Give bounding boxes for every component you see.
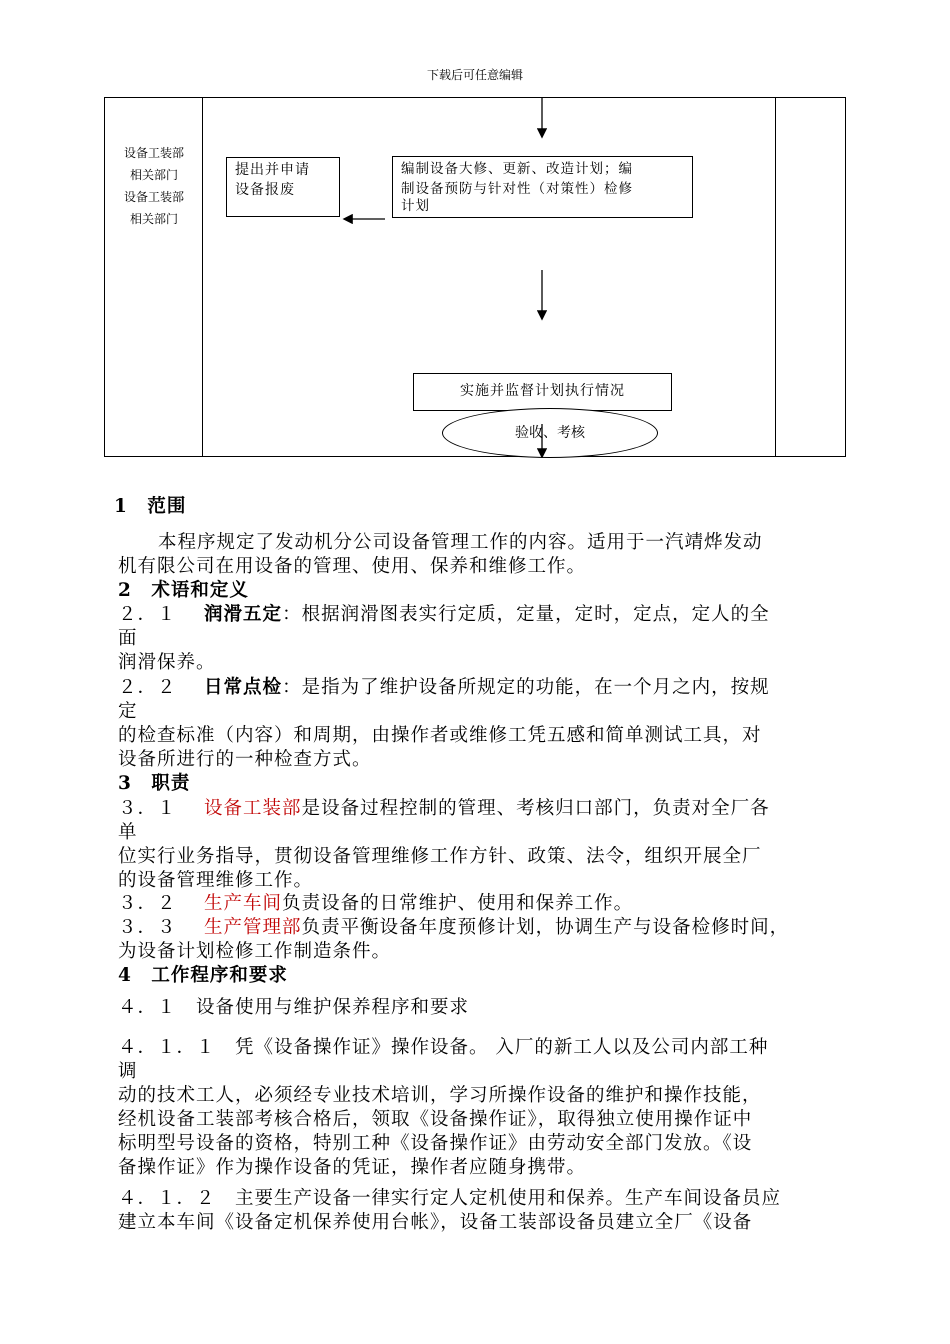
s31-dept: 设备工装部 (204, 798, 302, 819)
s411-line-5: 标明型号设备的资格，特别工种《设备操作证》由劳动安全部门发放。《设 (118, 1133, 753, 1154)
s411-line-3: 动的技术工人，必须经专业技术培训，学习所操作设备的维护和操作技能， (118, 1085, 762, 1106)
s41-heading: ４．１ 设备使用与维护保养程序和要求 (118, 997, 470, 1018)
s31-line-3: 位实行业务指导，贯彻设备管理维修工作方针、政策、法令，组织开展全厂 (118, 846, 762, 867)
s1-para-line-2: 机有限公司在用设备的管理、使用、保养和维修工作。 (118, 556, 587, 577)
s33-line-2: 为设备计划检修工作制造条件。 (118, 941, 392, 962)
plan-box-line-3: 计划 (401, 198, 430, 214)
scrap-box-line-1: 提出并申请 (235, 162, 310, 178)
s31-text: 是设备过程控制的管理、考核归口部门，负责对全厂各 (301, 798, 770, 819)
scrap-box-line-2: 设备报废 (235, 182, 295, 198)
s32-line-1 (118, 889, 633, 915)
header-note: 下载后可任意编辑 (426, 68, 523, 82)
s411-line-2: 调 (118, 1061, 138, 1082)
s21-text: ：根据润滑图表实行定质，定量，定时，定点，定人的全 (282, 604, 770, 625)
section-4-title: 4 工作程序和要求 (118, 965, 288, 986)
s31-number: ３．１ (118, 798, 177, 819)
s411-line-4: 经机设备工装部考核合格后，领取《设备操作证》，取得独立使用操作证中 (118, 1109, 753, 1130)
s21-term: 润滑五定 (204, 604, 283, 625)
plan-box-line-2: 制设备预防与针对性（对策性）检修 (401, 181, 633, 197)
s31-line-4: 的设备管理维修工作。 (118, 870, 314, 891)
s1-para-line-1: 本程序规定了发动机分公司设备管理工作的内容。适用于一汽靖烨发动 (158, 532, 763, 553)
s21-line-2: 面 (118, 628, 138, 649)
section-1-title: 1 范围 (114, 496, 187, 517)
s21-line-3: 润滑保养。 (118, 652, 216, 673)
s411-line-6: 备操作证》作为操作设备的凭证，操作者应随身携带。 (118, 1157, 587, 1178)
s32-dept: 生产车间 (204, 893, 283, 914)
acceptance-oval: 验收、考核 (442, 408, 658, 458)
flowchart (104, 97, 846, 457)
s22-line-1 (118, 673, 770, 699)
s33-number: ３．３ (118, 917, 177, 938)
flow-arrows (105, 98, 845, 458)
s21-line-1 (118, 600, 770, 626)
s31-line-1 (118, 794, 770, 820)
s32-text: 负责设备的日常维护、使用和保养工作。 (282, 893, 634, 914)
s31-line-2: 单 (118, 822, 138, 843)
section-2-title: 2 术语和定义 (118, 580, 249, 601)
s33-line-1 (118, 913, 789, 939)
s32-number: ３．２ (118, 893, 177, 914)
dept-label-3: 设备工装部 (123, 190, 184, 204)
section-3-title: 3 职责 (118, 773, 191, 794)
s412-line-2: 建立本车间《设备定机保养使用台帐》，设备工装部设备员建立全厂《设备 (118, 1212, 753, 1233)
plan-box-line-1: 编制设备大修、更新、改造计划；编 (401, 161, 633, 177)
s21-number: ２．１ (118, 604, 177, 625)
s33-text: 负责平衡设备年度预修计划，协调生产与设备检修时间， (301, 917, 790, 938)
dept-label-4: 相关部门 (129, 212, 178, 226)
s22-line-3: 的检查标准（内容）和周期，由操作者或维修工凭五感和简单测试工具，对 (118, 725, 762, 746)
s22-text: ：是指为了维护设备所规定的功能，在一个月之内，按规 (282, 677, 770, 698)
dept-label-1: 设备工装部 (123, 146, 184, 160)
s22-number: ２．２ (118, 677, 177, 698)
s411-line-1: ４．１．１ 凭《设备操作证》操作设备。 入厂的新工人以及公司内部工种 (118, 1037, 769, 1058)
s33-dept: 生产管理部 (204, 917, 302, 938)
s412-line-1: ４．１．２ 主要生产设备一律实行定人定机使用和保养。生产车间设备员应 (118, 1188, 782, 1209)
dept-label-2: 相关部门 (129, 168, 178, 182)
implement-box: 实施并监督计划执行情况 (413, 373, 672, 411)
s22-line-2: 定 (118, 701, 138, 722)
s22-term: 日常点检 (204, 677, 283, 698)
s22-line-4: 设备所进行的一种检查方式。 (118, 749, 372, 770)
